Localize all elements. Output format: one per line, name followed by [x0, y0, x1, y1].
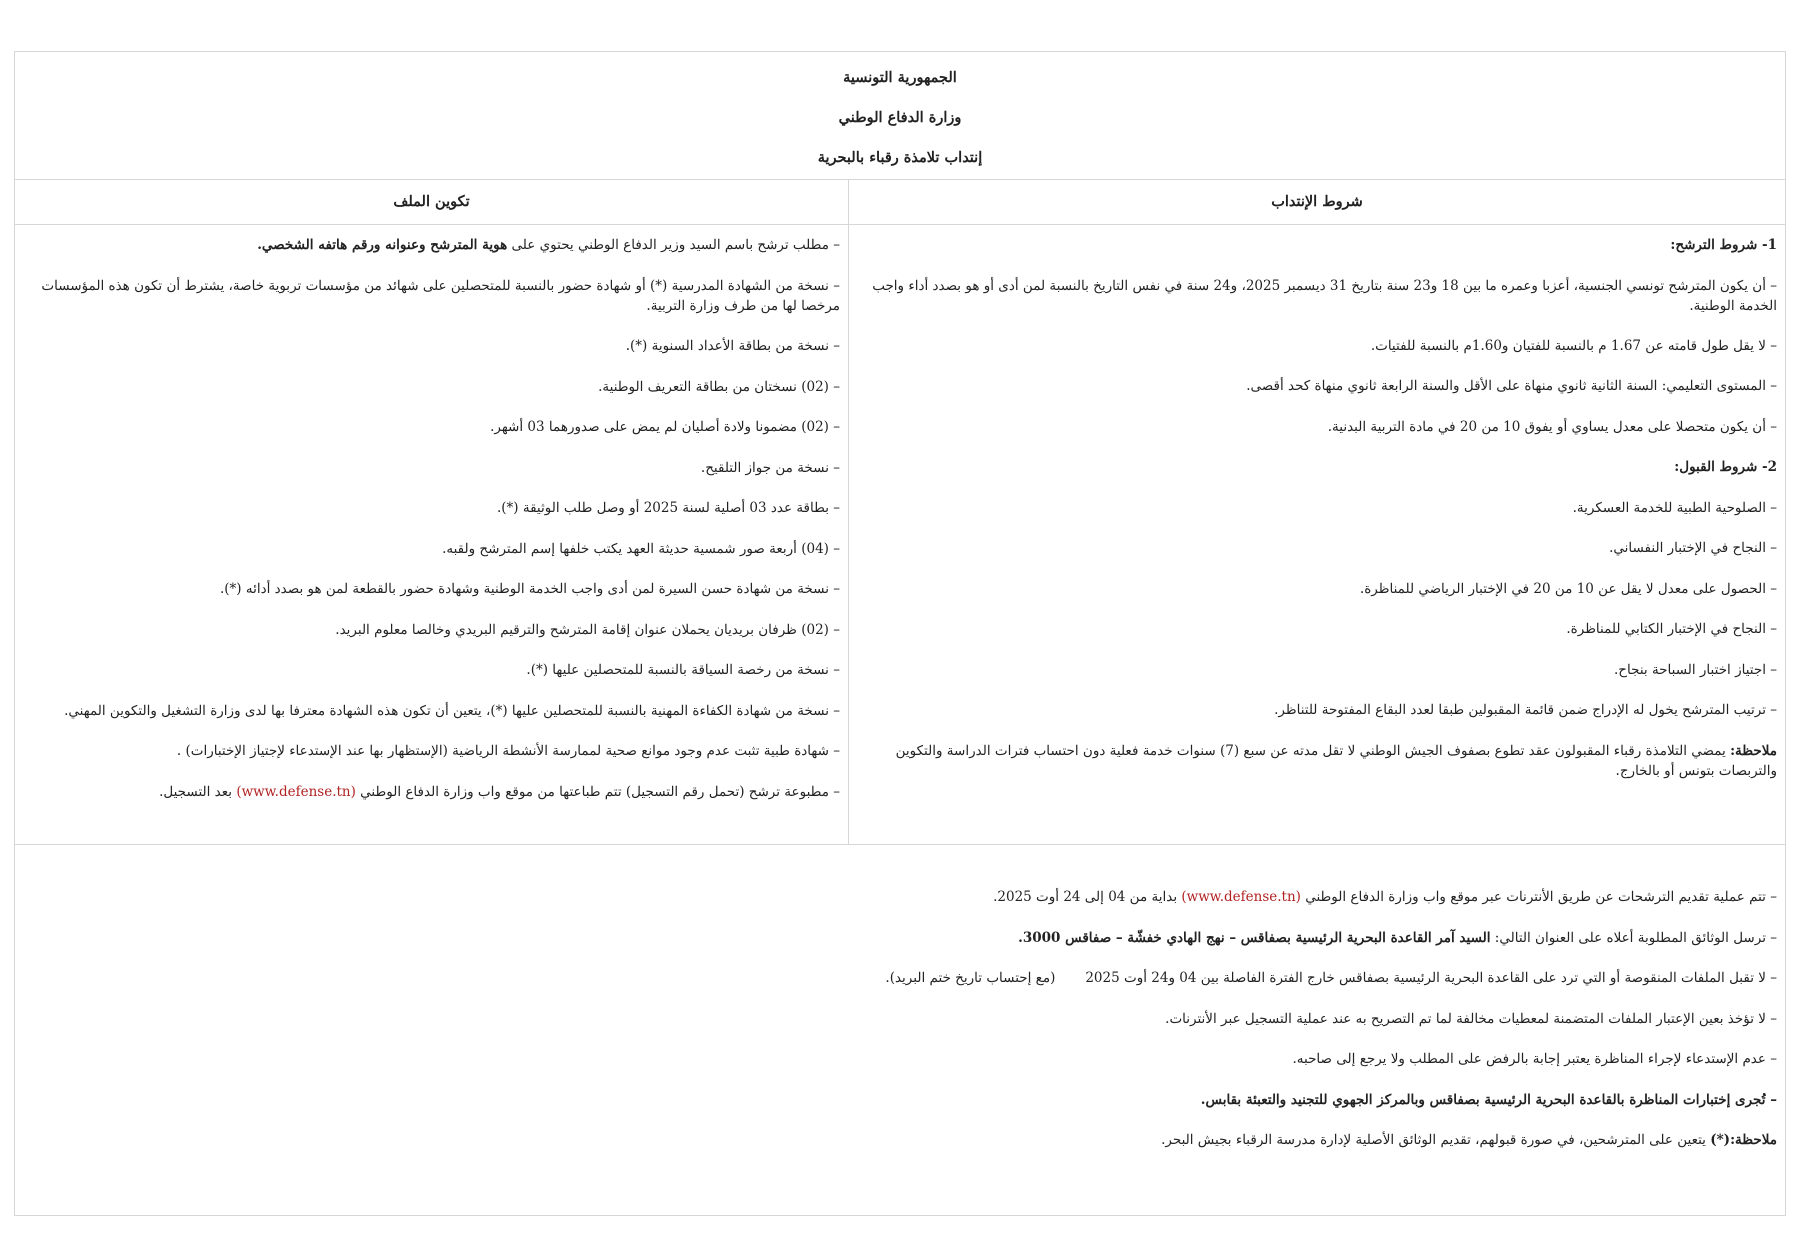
file-item: – نسخة من رخصة السياقة بالنسبة للمتحصلين عليها (*).	[27, 660, 840, 680]
note-text: يمضي التلامذة رقباء المقبولون عقد تطوع بصفوف الجيش الوطني لا تقل مدته عن سبع (7) سنوات خدمة فعلية دون احتساب فترات الدراسة والتكوين والتربصات بتونس أو بالخارج.	[895, 742, 1777, 779]
file-item: – بطاقة عدد 03 أصلية لسنة 2025 أو وصل طلب الوثيقة (*).	[27, 498, 840, 518]
file-item: – شهادة طبية تثبت عدم وجود موانع صحية لممارسة الأنشطة الرياضية (الإستظهار بها عند الإستدعاء لإجتياز الإختبارات) .	[27, 741, 840, 761]
file-item-text: بعد التسجيل.	[159, 783, 237, 800]
acceptance-item: – الحصول على معدل لا يقل عن 10 من 20 في الإختبار الرياضي للمناظرة.	[869, 579, 1777, 599]
file-item	[27, 782, 840, 802]
acceptance-item: – النجاح في الإختبار الكتابي للمناظرة.	[869, 619, 1777, 639]
note-label: ملاحظة:	[1730, 742, 1777, 759]
instruction-text: بداية من 04 إلى 24 أوت 2025.	[993, 889, 1182, 905]
instruction-text: لا تقبل الملفات المنقوصة أو التي ترد على القاعدة البحرية الرئيسية بصفاقس خارج الفترة الفاصلة بين 04 و24 أوت 2025	[1085, 970, 1766, 986]
nomination-item: – المستوى التعليمي: السنة الثانية ثانوي منهاة على الأقل والسنة الرابعة ثانوي منهاة كحد أقصى.	[869, 376, 1777, 396]
conditions-column	[848, 225, 1785, 844]
instruction-text: (مع إحتساب تاريخ ختم البريد).	[885, 970, 1056, 986]
document-header	[15, 52, 1785, 180]
file-item: – نسخة من بطاقة الأعداد السنوية (*).	[27, 336, 840, 356]
nomination-section-title: 1- شروط الترشح:	[1670, 237, 1777, 253]
instruction-item: – لا تؤخذ بعين الإعتبار الملفات المتضمنة لمعطيات مخالفة لما تم التصريح به عند عملية التسجيل عبر الأنترنات.	[35, 1009, 1777, 1029]
instruction-item	[35, 928, 1777, 948]
final-note	[35, 1130, 1777, 1150]
acceptance-section-title: 2- شروط القبول:	[1674, 459, 1777, 475]
acceptance-item: – الصلوحية الطبية للخدمة العسكرية.	[869, 498, 1777, 518]
mailing-address: السيد آمر القاعدة البحرية الرئيسية بصفاقس – نهج الهادي خفشّة – صفاقس 3000.	[1018, 929, 1491, 946]
instruction-text: تتم عملية تقديم الترشحات عن طريق الأنترنات عبر موقع واب وزارة الدفاع الوطني	[1300, 889, 1766, 905]
file-item: – (04) أربعة صور شمسية حديثة العهد يكتب خلفها إسم المترشح ولقبه.	[27, 539, 840, 559]
file-item: – نسخة من الشهادة المدرسية (*) أو شهادة حضور بالنسبة للمتحصلين على شهائد من مؤسسات تربوية خاصة، يشترط أن تكون هذه المؤسسات مرخصا لها من طرف وزارة التربية.	[27, 276, 840, 316]
file-item: – نسخة من شهادة الكفاءة المهنية بالنسبة للمتحصلين عليها (*)، يتعين أن تكون هذه الشهادة معترفا بها لدى وزارة التشغيل والتكوين المهني.	[27, 701, 840, 721]
file-item-text: مطلب ترشح باسم السيد وزير الدفاع الوطني يحتوي على	[507, 237, 829, 253]
file-item: – (02) نسختان من بطاقة التعريف الوطنية.	[27, 377, 840, 397]
file-item-bold: هوية المترشح وعنوانه ورقم هاتفه الشخصي.	[257, 237, 508, 253]
instruction-item	[35, 968, 1777, 988]
defense-website-link[interactable]: (www.defense.tn)	[236, 783, 356, 800]
column-headers	[15, 180, 1785, 225]
instruction-item: – عدم الإستدعاء لإجراء المناظرة يعتبر إجابة بالرفض على المطلب ولا يرجع إلى صاحبه.	[35, 1049, 1777, 1069]
acceptance-item: – النجاح في الإختبار النفساني.	[869, 538, 1777, 558]
instruction-item: – تُجرى إختبارات المناظرة بالقاعدة البحرية الرئيسية بصفاقس وبالمركز الجهوي للتجنيد والتعبئة بقابس.	[35, 1090, 1777, 1110]
instruction-text: ترسل الوثائق المطلوبة أعلاه على العنوان التالي:	[1490, 929, 1766, 946]
columns-body	[15, 225, 1785, 845]
announcement-document	[14, 51, 1786, 1216]
defense-website-link[interactable]: (www.defense.tn)	[1181, 889, 1301, 905]
acceptance-item: – اجتياز اختبار السباحة بنجاح.	[869, 660, 1777, 680]
file-item: – (02) ظرفان بريديان يحملان عنوان إقامة المترشح والترقيم البريدي وخالصا معلوم البريد.	[27, 620, 840, 640]
nomination-item: – أن يكون المترشح تونسي الجنسية، أعزبا وعمره ما بين 18 و23 سنة بتاريخ 31 ديسمبر 2025، و24 سنة في نفس التاريخ بالنسبة لمن أدى أو هو بصدد أداء واجب الخدمة الوطنية.	[869, 276, 1777, 316]
file-item	[27, 235, 840, 255]
acceptance-item: – ترتيب المترشح يخول له الإدراج ضمن قائمة المقبولين طبقا لعدد البقاع المفتوحة للتناظر.	[869, 700, 1777, 720]
conditions-note	[869, 741, 1777, 781]
file-column	[15, 225, 848, 844]
instructions-section	[15, 845, 1785, 1150]
note-label: ملاحظة:(*)	[1710, 1132, 1777, 1148]
ministry-name: وزارة الدفاع الوطني	[838, 109, 962, 126]
note-text: يتعين على المترشحين، في صورة قبولهم، تقديم الوثائق الأصلية لإدارة مدرسة الرقباء بجيش البحر.	[1161, 1132, 1711, 1148]
file-column-title: تكوين الملف	[393, 193, 470, 210]
file-item: – نسخة من جواز التلقيح.	[27, 458, 840, 478]
nomination-item: – أن يكون متحصلا على معدل يساوي أو يفوق 10 من 20 في مادة التربية البدنية.	[869, 417, 1777, 437]
instruction-item	[35, 887, 1777, 907]
file-item: – (02) مضمونا ولادة أصليان لم يمض على صدورهما 03 أشهر.	[27, 417, 840, 437]
file-item-text: مطبوعة ترشح (تحمل رقم التسجيل) تتم طباعتها من موقع واب وزارة الدفاع الوطني	[355, 783, 829, 800]
republic-name: الجمهورية التونسية	[843, 69, 957, 86]
page-title: إنتداب تلامذة رقباء بالبحرية	[817, 149, 983, 166]
nomination-item: – لا يقل طول قامته عن 1.67 م بالنسبة للفتيان و1.60م بالنسبة للفتيات.	[869, 336, 1777, 356]
file-item: – نسخة من شهادة حسن السيرة لمن أدى واجب الخدمة الوطنية وشهادة حضور بالقطعة لمن هو بصدد أدائه (*).	[27, 579, 840, 599]
conditions-column-title: شروط الإنتداب	[848, 180, 1785, 224]
